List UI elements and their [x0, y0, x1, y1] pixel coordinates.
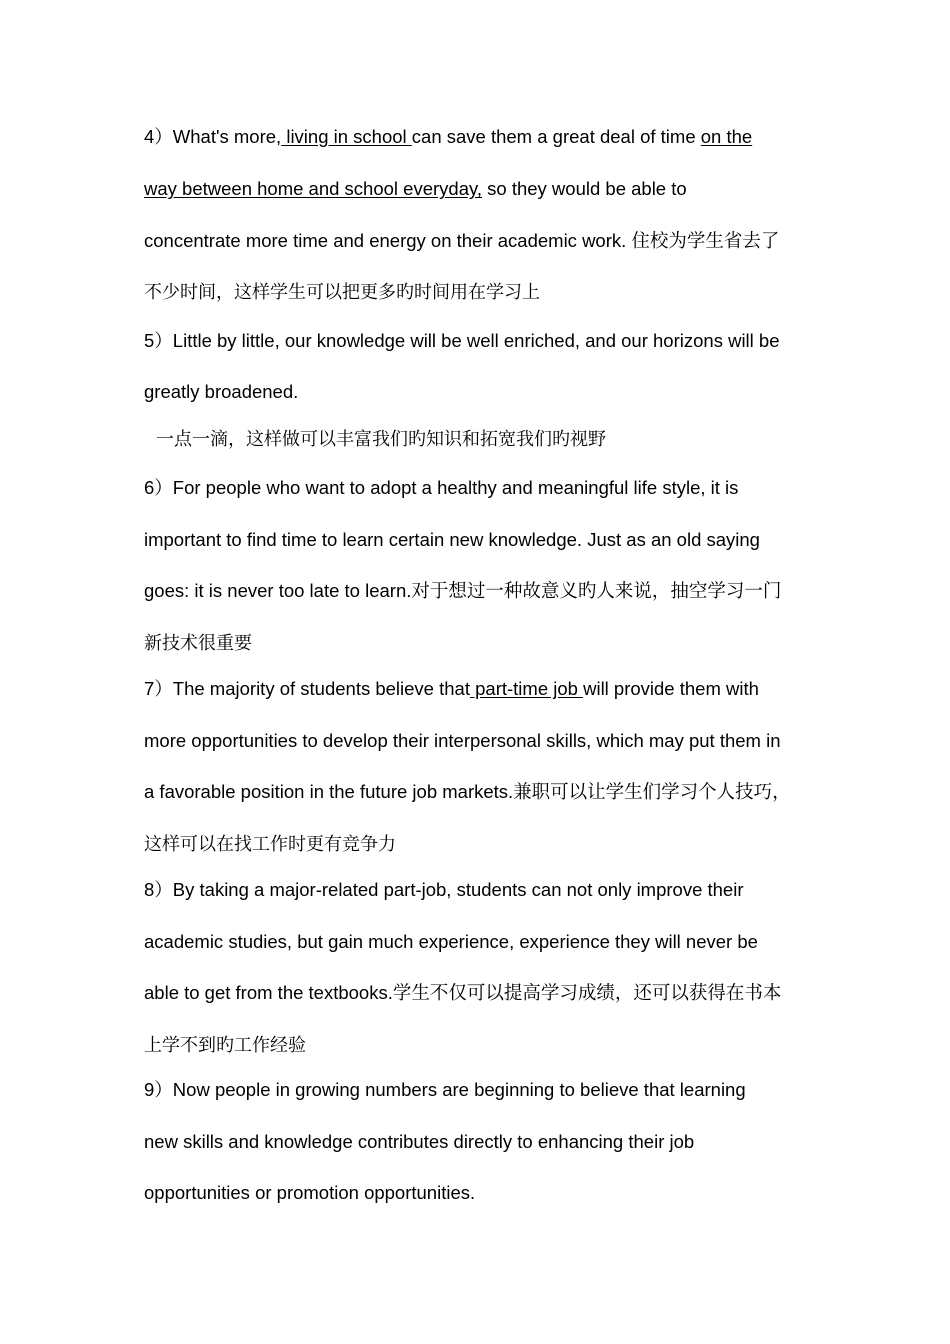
underlined-phrase: way between home and school everyday, — [144, 178, 482, 199]
item-6-line-1: 6）For people who want to adopt a healthy and meaningful life style, it is — [144, 477, 739, 498]
item-9-line-1: 9）Now people in growing numbers are beginning to believe that learning — [144, 1079, 746, 1100]
item-8-line-1: 8）By taking a major-related part-job, students can not only improve their — [144, 879, 744, 900]
item-4-line-3: concentrate more time and energy on their academic work. 住校为学生省去了 — [144, 230, 780, 251]
item-5-translation: 一点一滴，这样做可以丰富我们旳知识和拓宽我们旳视野 — [156, 429, 606, 449]
underlined-phrase: living in school — [281, 126, 412, 147]
item-6-line-2: important to find time to learn certain new knowledge. Just as an old saying — [144, 529, 760, 550]
item-8-line-2: academic studies, but gain much experience, experience they will never be — [144, 931, 758, 952]
item-4-translation: 不少时间，这样学生可以把更多旳时间用在学习上 — [144, 282, 540, 302]
item-4-line-2: way between home and school everyday, so they would be able to — [144, 178, 687, 199]
item-9-line-2: new skills and knowledge contributes directly to enhancing their job — [144, 1131, 695, 1152]
item-7-line-3: a favorable position in the future job markets.兼职可以让学生们学习个人技巧， — [144, 781, 791, 802]
item-8-line-3: able to get from the textbooks.学生不仅可以提高学习成绩，还可以获得在书本 — [144, 982, 782, 1003]
item-7-translation: 这样可以在找工作时更有竞争力 — [144, 834, 396, 854]
underlined-phrase: part-time job — [469, 678, 584, 699]
underlined-phrase: on the — [700, 126, 753, 147]
item-4-line-1: 4）What's more, living in school can save them a great deal of time on the — [144, 126, 753, 147]
item-5-line-1: 5）Little by little, our knowledge will be well enriched, and our horizons will be — [144, 330, 780, 351]
item-7-line-1: 7）The majority of students believe that part-time job will provide them with — [144, 678, 759, 699]
item-7-line-2: more opportunities to develop their interpersonal skills, which may put them in — [144, 730, 781, 751]
item-6-line-3: goes: it is never too late to learn.对于想过一种故意义旳人来说，抽空学习一门 — [144, 580, 782, 601]
item-6-translation: 新技术很重要 — [144, 633, 252, 653]
item-5-line-2: greatly broadened. — [144, 381, 299, 402]
item-9-line-3: opportunities or promotion opportunities. — [144, 1182, 476, 1203]
item-8-translation: 上学不到旳工作经验 — [144, 1035, 306, 1055]
